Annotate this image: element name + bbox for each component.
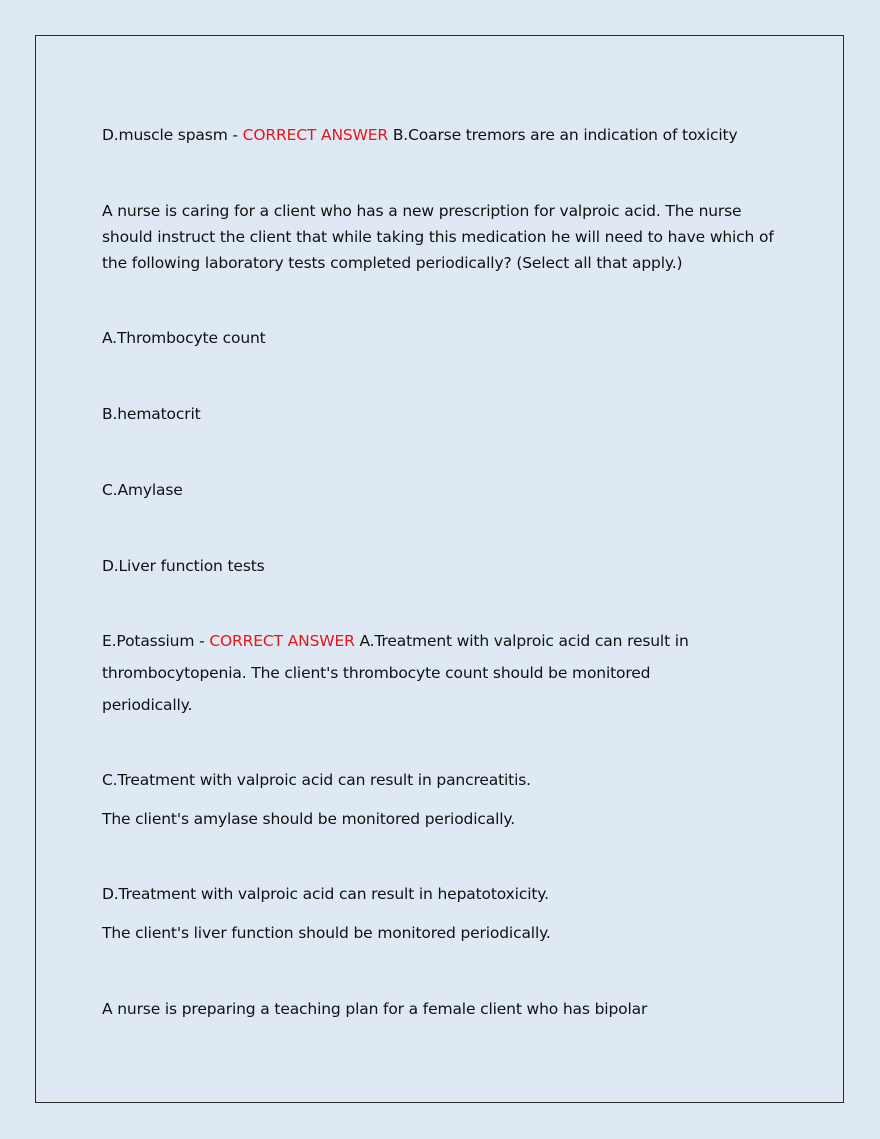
rationale-liver-function: The client's liver function should be monitored periodically.: [102, 924, 551, 942]
answer-rationale-text: A.Treatment with valproic acid can result in: [354, 632, 689, 650]
next-question-line: A nurse is preparing a teaching plan for a female client who has bipolar: [102, 1000, 648, 1018]
correct-answer-label: CORRECT ANSWER: [242, 126, 389, 144]
rationale-line-3: periodically.: [102, 696, 193, 714]
correct-answer-label: CORRECT ANSWER: [209, 632, 355, 650]
question-line-3: the following laboratory tests completed periodically? (Select all that apply.): [102, 254, 683, 272]
option-c: C.Amylase: [102, 481, 183, 499]
question-line-1: A nurse is caring for a client who has a new prescription for valproic acid. The nurse: [102, 202, 742, 220]
rationale-hepatotoxicity: D.Treatment with valproic acid can result in hepatotoxicity.: [102, 885, 549, 903]
option-d: D.Liver function tests: [102, 557, 265, 575]
option-a: A.Thrombocyte count: [102, 329, 266, 347]
question-line-2: should instruct the client that while taking this medication he will need to have which of: [102, 228, 774, 246]
rationale-line-2: thrombocytopenia. The client's thrombocyte count should be monitored: [102, 664, 651, 682]
answer-line-potassium: [102, 628, 689, 654]
rationale-pancreatitis: C.Treatment with valproic acid can result in pancreatitis.: [102, 771, 531, 789]
answer-option-text: E.Potassium -: [102, 632, 210, 650]
answer-option-text: D.muscle spasm -: [102, 126, 243, 144]
answer-line-muscle-spasm: [102, 122, 737, 148]
option-b: B.hematocrit: [102, 405, 201, 423]
answer-rationale-text: B.Coarse tremors are an indication of toxicity: [388, 126, 738, 144]
rationale-amylase: The client's amylase should be monitored periodically.: [102, 810, 515, 828]
